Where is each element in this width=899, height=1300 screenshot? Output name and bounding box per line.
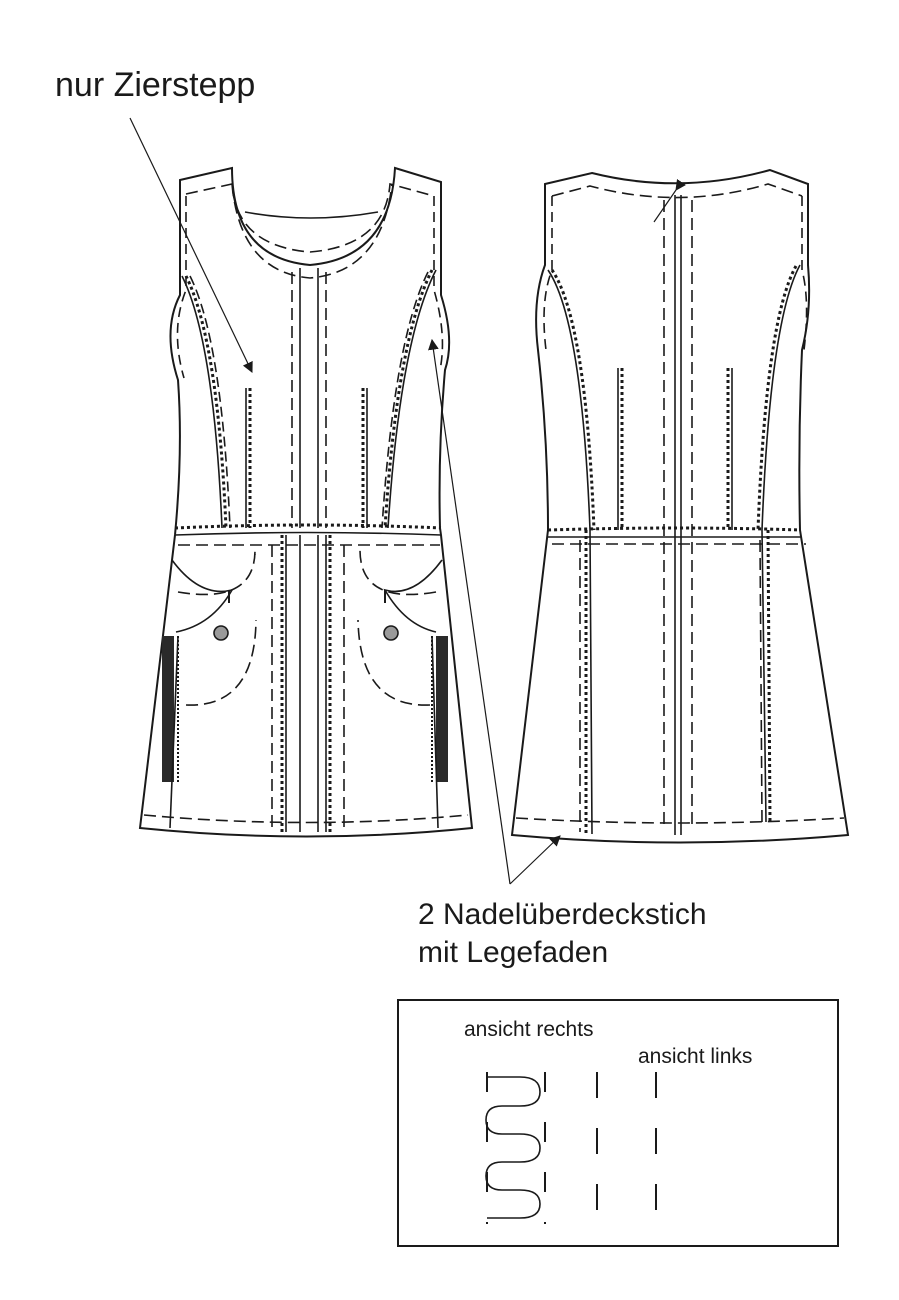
back-view xyxy=(512,170,848,843)
button-left xyxy=(214,626,228,640)
pointer-coverstitch-front xyxy=(432,340,510,884)
pointer-zierstepp xyxy=(130,118,252,372)
neck-facing xyxy=(245,212,378,218)
legend-left-view-label: ansicht links xyxy=(638,1045,753,1068)
looper-thread xyxy=(486,1077,540,1218)
legend-right-view-label: ansicht rechts xyxy=(464,1018,594,1041)
decorative-stitch-label: nur Zierstepp xyxy=(55,66,256,104)
coverstitch-label xyxy=(418,896,707,972)
zip-right xyxy=(436,636,448,782)
pointer-coverstitch-back xyxy=(510,836,560,884)
pocket-right xyxy=(385,560,442,632)
pocket-left xyxy=(172,560,232,632)
pointer-back-neck xyxy=(654,190,676,222)
coverstitch-label-line2: mit Legefaden xyxy=(418,936,609,969)
coverstitch-label-line1: 2 Nadelüberdeckstich xyxy=(418,898,707,931)
button-right xyxy=(384,626,398,640)
front-view xyxy=(140,168,472,837)
front-outline xyxy=(140,168,472,837)
